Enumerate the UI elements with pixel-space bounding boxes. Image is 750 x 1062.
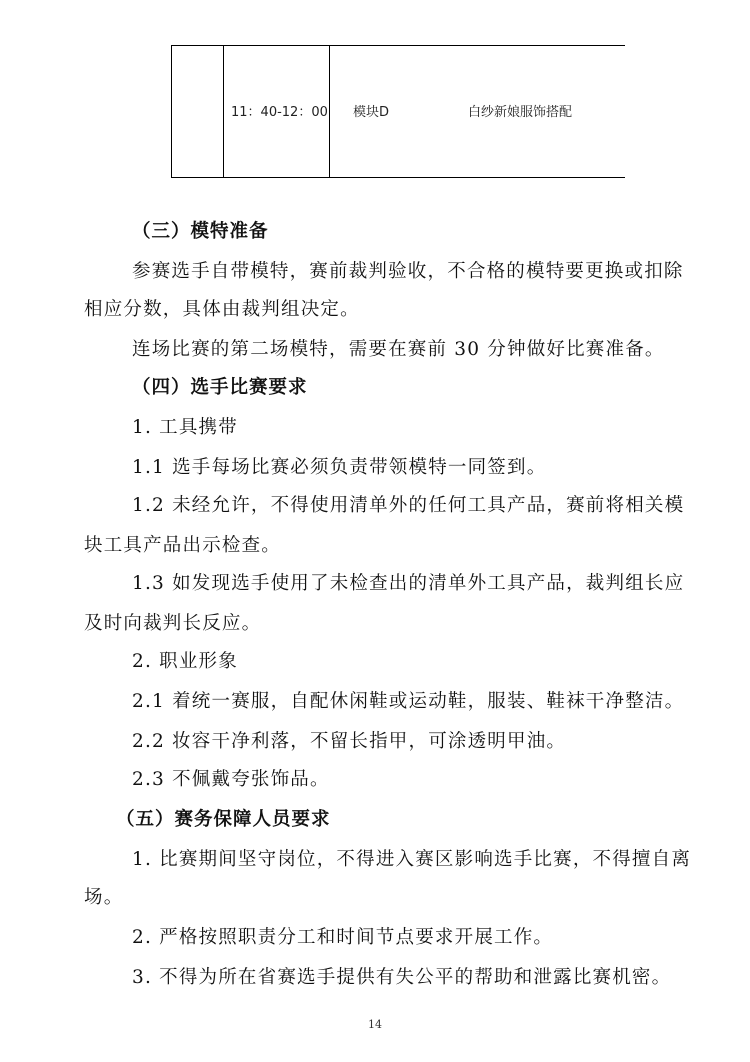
table-cell-time: 11：40-12：00: [231, 105, 328, 120]
subsection-title-image: 2. 职业形象: [132, 651, 238, 672]
list-item-continued: 块工具产品出示检查。: [84, 535, 282, 556]
paragraph-line: 相应分数，具体由裁判组决定。: [84, 299, 360, 320]
page-number: 14: [368, 1018, 382, 1031]
list-item: 2.2 妆容干净利落，不留长指甲，可涂透明甲油。: [132, 731, 567, 752]
list-item: 1. 比赛期间坚守岗位，不得进入赛区影响选手比赛，不得擅自离: [132, 849, 692, 870]
section-heading-contestant-req: （四）选手比赛要求: [132, 377, 308, 398]
section-heading-staff-req: （五）赛务保障人员要求: [116, 809, 331, 830]
list-item-continued: 及时向裁判长反应。: [84, 613, 262, 634]
table-cell-module: 模块D: [353, 105, 390, 120]
list-item: 1.1 选手每场比赛必须负责带领模特一同签到。: [132, 457, 547, 478]
list-item: 2.3 不佩戴夸张饰品。: [132, 769, 330, 790]
table-border-left: [171, 46, 172, 177]
table-column-divider: [329, 46, 330, 177]
list-item-continued: 场。: [84, 887, 124, 908]
schedule-table: [171, 45, 625, 178]
list-item: 2. 严格按照职责分工和时间节点要求开展工作。: [132, 927, 554, 948]
list-item: 1.3 如发现选手使用了未检查出的清单外工具产品，裁判组长应: [132, 573, 685, 594]
subsection-title-tools: 1. 工具携带: [132, 417, 238, 438]
list-item: 3. 不得为所在省赛选手提供有失公平的帮助和泄露比赛机密。: [132, 967, 672, 988]
section-heading-model-prep: （三）模特准备: [132, 221, 269, 242]
table-column-divider: [223, 46, 224, 177]
list-item: 1.2 未经允许，不得使用清单外的任何工具产品，赛前将相关模: [132, 495, 685, 516]
table-cell-content: 白纱新娘服饰搭配: [468, 105, 573, 120]
paragraph-line: 参赛选手自带模特，赛前裁判验收，不合格的模特要更换或扣除: [132, 261, 684, 282]
paragraph-line: 连场比赛的第二场模特，需要在赛前 30 分钟做好比赛准备。: [132, 339, 665, 360]
list-item: 2.1 着统一赛服，自配休闲鞋或运动鞋，服装、鞋袜干净整洁。: [132, 691, 685, 712]
